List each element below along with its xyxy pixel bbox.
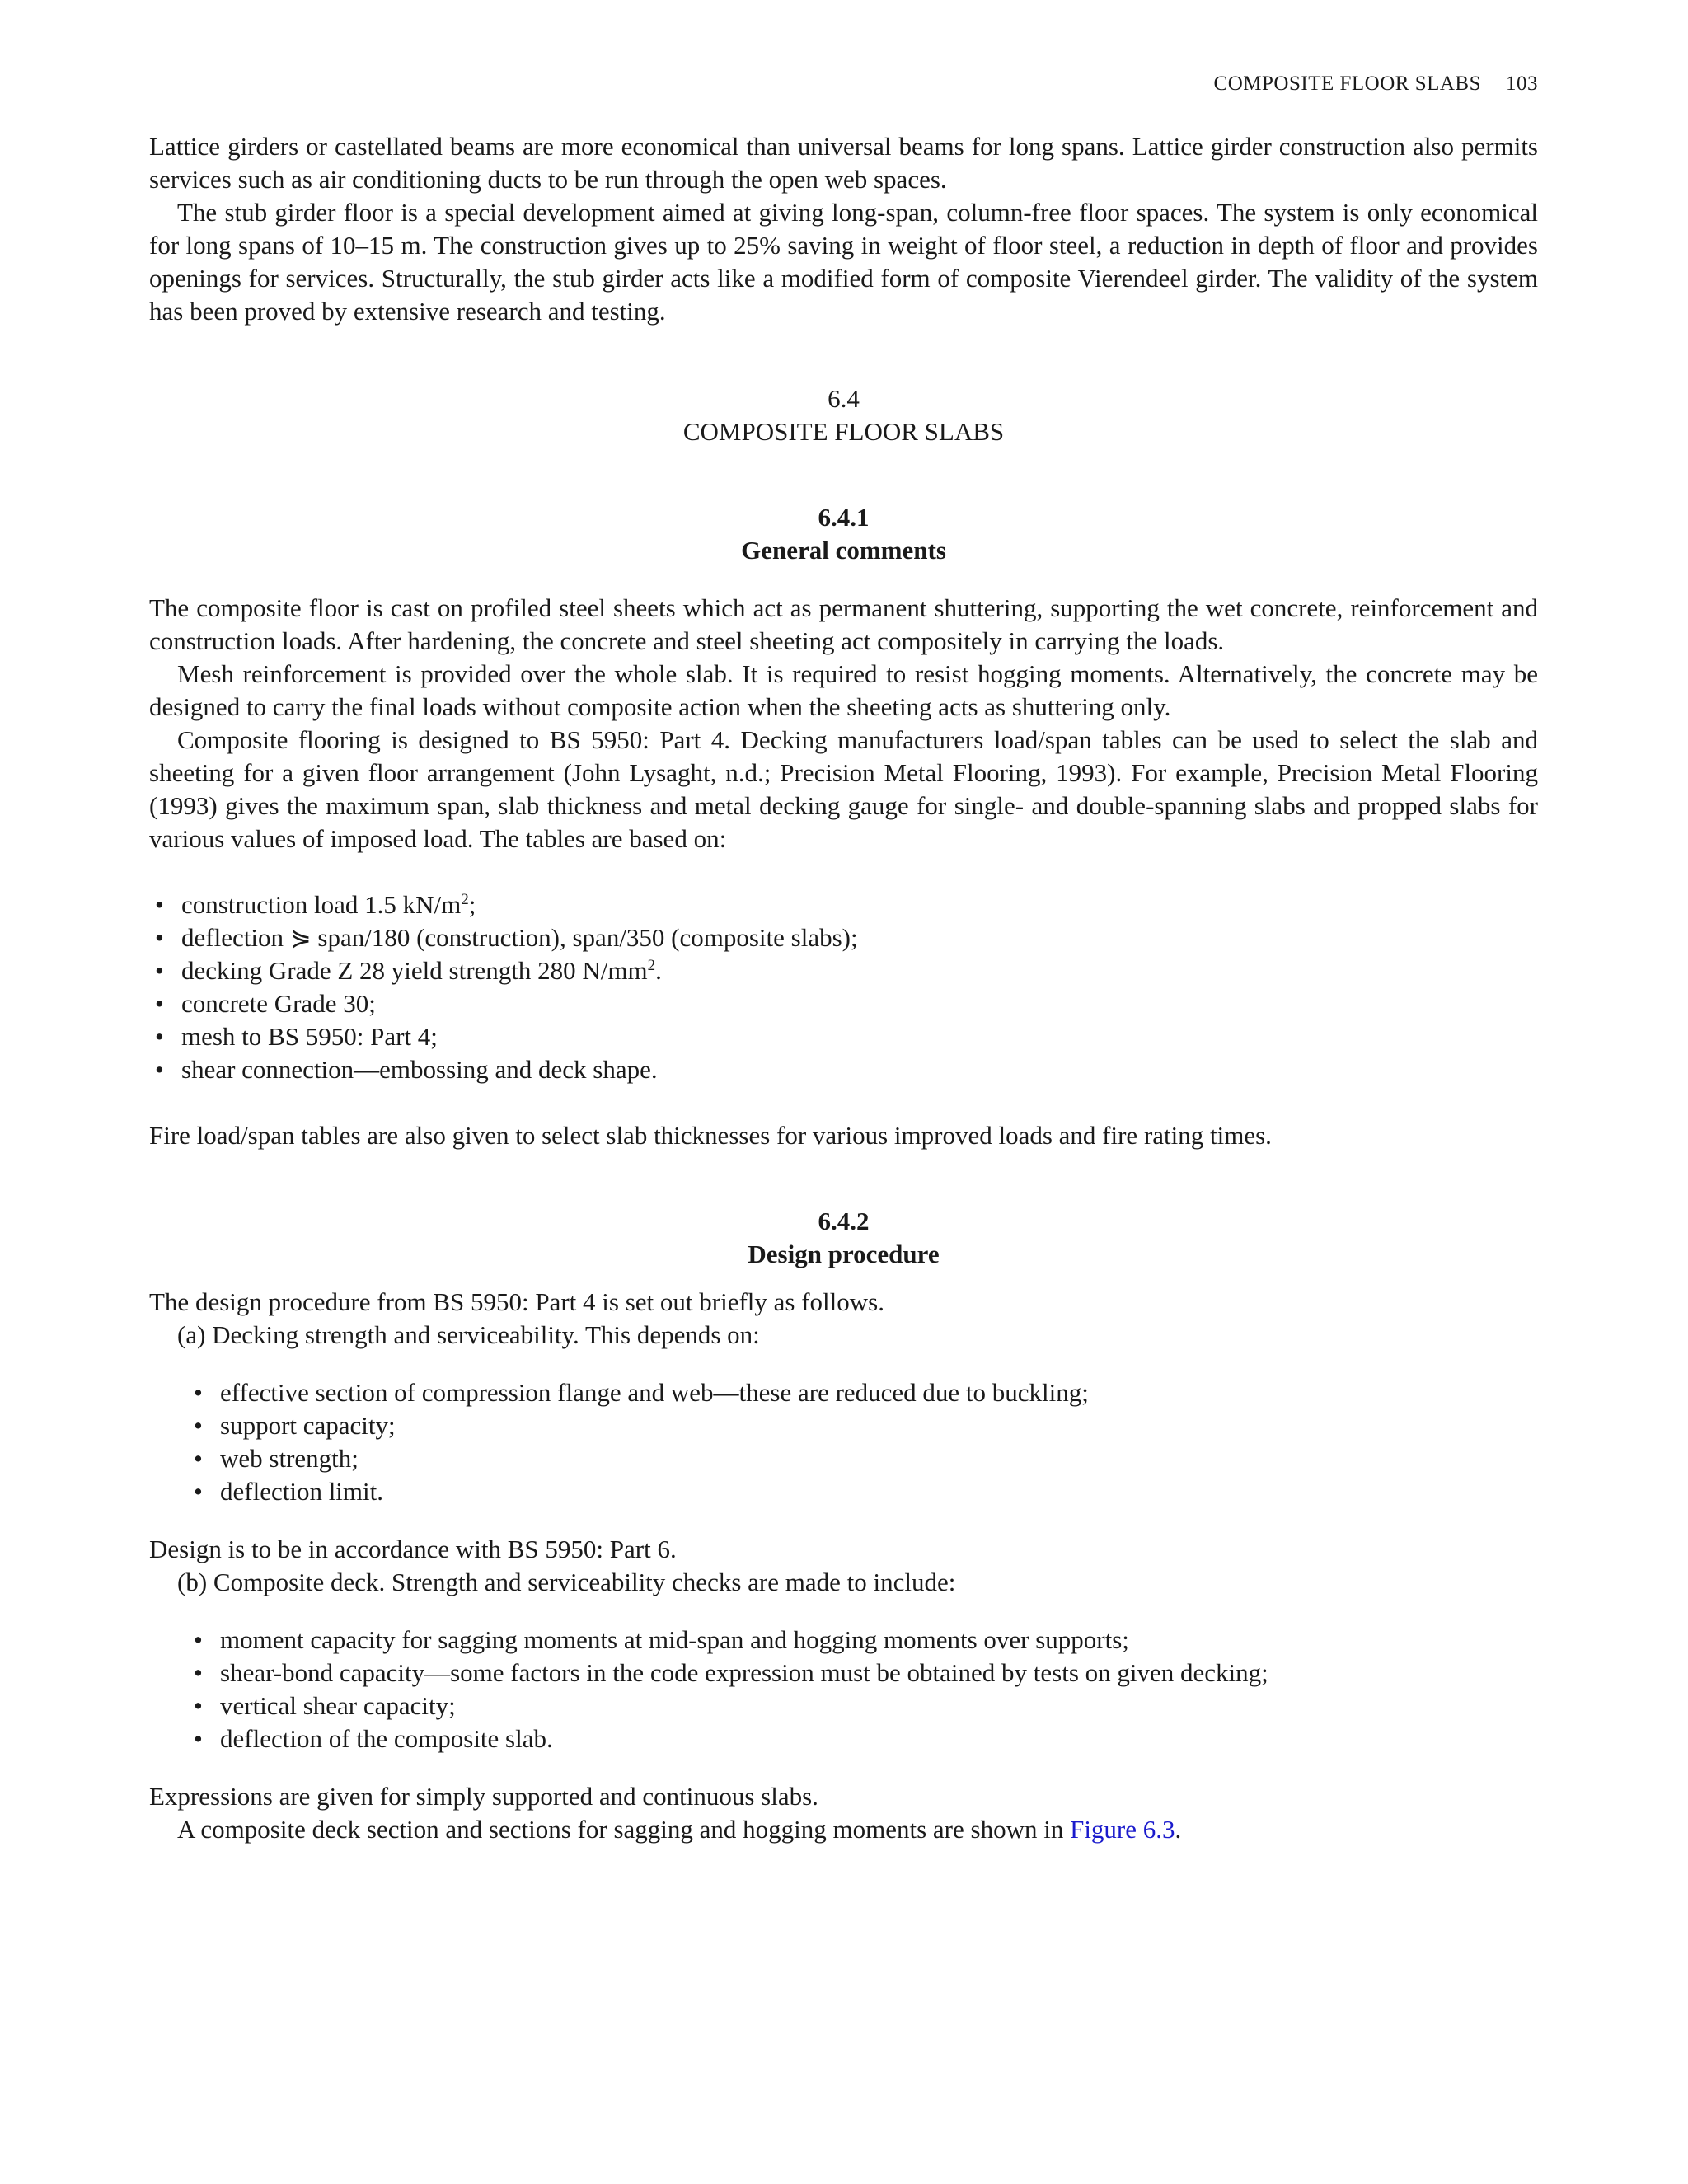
figure-reference-paragraph: A composite deck section and sections for sagging and hogging moments are shown in Figure 6.3. [177,1815,1182,1844]
list-item [188,1624,1538,1657]
bullet-glyph: • [194,1378,203,1407]
list-item-text: vertical shear capacity; [220,1691,456,1720]
list-item-text: effective section of compression flange and web—these are reduced due to buckling; [220,1378,1089,1407]
section-number: 6.4 [828,384,860,413]
bullet-glyph: • [194,1411,203,1440]
list-item: • concrete Grade 30; [149,987,1538,1020]
bullet-glyph: • [194,1444,203,1473]
expressions-paragraph: Expressions are given for simply supported and continuous slabs. [149,1782,818,1811]
subsection-6-4-1-heading [149,501,1538,567]
page-number: 103 [1506,73,1538,95]
bullet-glyph: • [155,890,164,919]
bullet-glyph: • [155,923,164,952]
list-item [188,1409,1538,1442]
bullet-glyph: • [194,1625,203,1654]
composite-checks-list [188,1624,1538,1755]
subsection-6-4-2-heading [149,1205,1538,1271]
bullet-glyph: • [194,1477,203,1506]
list-item [188,1442,1538,1475]
intro-paragraph-1: Lattice girders or castellated beams are more economical than universal beams for long spans. Lattice girder construction also permits services such as air conditioning ducts to be run through the open web spaces. [149,132,1538,194]
item-b-heading: (b) Composite deck. Strength and serviceability checks are made to include: [177,1568,956,1596]
list-item-text: deflection limit. [220,1477,384,1506]
bullet-glyph: • [155,1055,164,1084]
bullet-glyph: • [155,1022,164,1051]
section-title: COMPOSITE FLOOR SLABS [682,417,1005,446]
section-6-4-heading [149,382,1538,448]
general-paragraph-3: Composite flooring is designed to BS 5950: Part 4. Decking manufacturers load/span tables can be used to select the slab and sheeting for a given floor arrangement (John Lysaght, n.d.; Precision Metal Flooring, 1993). For example, Precision Metal Flooring (1993) gives the maximum span, slab thickness and metal decking gauge for single- and double-spanning slabs and propped slabs for various values of imposed load. The tables are based on: [149,725,1538,853]
bullet-glyph: • [194,1691,203,1720]
list-item: • decking Grade Z 28 yield strength 280 $N/mm^2$. [149,954,1538,987]
figure-6-3-link[interactable]: Figure 6.3 [1070,1815,1175,1844]
list-item-text: shear-bond capacity—some factors in the code expression must be obtained by tests on given decking; [220,1658,1268,1687]
item-a-heading: (a) Decking strength and serviceability. This depends on: [177,1320,760,1349]
list-item: • deflection ⋟ span/180 (construction), span/350 (composite slabs); [149,921,1538,954]
list-item: • construction load 1.5 $kN/m^2$; [149,888,1538,921]
bullet-glyph: • [155,989,164,1018]
running-title: COMPOSITE FLOOR SLABS [1213,73,1481,95]
general-paragraph-2: Mesh reinforcement is provided over the whole slab. It is required to resist hogging moments. Alternatively, the concrete may be designed to carry the final loads without composite action when the sheeting acts as shuttering only. [149,659,1538,721]
list-item [188,1475,1538,1508]
design-procedure-intro: The design procedure from BS 5950: Part 4 is set out briefly as follows. [149,1287,884,1316]
subsection-title: General comments [741,536,946,565]
page-body [149,130,1538,1846]
list-item [188,1722,1538,1755]
list-item: • mesh to BS 5950: Part 4; [149,1020,1538,1053]
fire-tables-paragraph: Fire load/span tables are also given to select slab thicknesses for various improved loads and fire rating times. [149,1121,1272,1150]
bullet-glyph: • [194,1658,203,1687]
subsection-title: Design procedure [748,1240,940,1268]
list-item: • shear connection—embossing and deck shape. [149,1053,1538,1086]
bullet-glyph: • [155,956,164,985]
list-item [188,1376,1538,1409]
subsection-number: 6.4.1 [818,503,870,532]
tables-basis-list [149,888,1538,1086]
list-item-text: deflection of the composite slab. [220,1724,553,1753]
list-item-text: moment capacity for sagging moments at mid-span and hogging moments over supports; [220,1625,1129,1654]
bullet-glyph: • [194,1724,203,1753]
subsection-number: 6.4.2 [818,1207,870,1235]
list-item [188,1657,1538,1690]
design-accordance-paragraph: Design is to be in accordance with BS 5950: Part 6. [149,1535,677,1563]
list-item [188,1690,1538,1722]
running-header [1214,71,1538,97]
list-item-text: support capacity; [220,1411,396,1440]
decking-checks-list [188,1376,1538,1508]
list-item-text: web strength; [220,1444,359,1473]
intro-paragraph-2: The stub girder floor is a special development aimed at giving long-span, column-free floor spaces. The system is only economical for long spans of 10–15 m. The construction gives up to 25% saving in weight of floor steel, a reduction in depth of floor and provides openings for services. Structurally, the stub girder acts like a modified form of composite Vierendeel girder. The validity of the system has been proved by extensive research and testing. [149,198,1538,326]
general-paragraph-1: The composite floor is cast on profiled steel sheets which act as permanent shuttering, supporting the wet concrete, reinforcement and construction loads. After hardening, the concrete and steel sheeting act compositely in carrying the loads. [149,593,1538,655]
